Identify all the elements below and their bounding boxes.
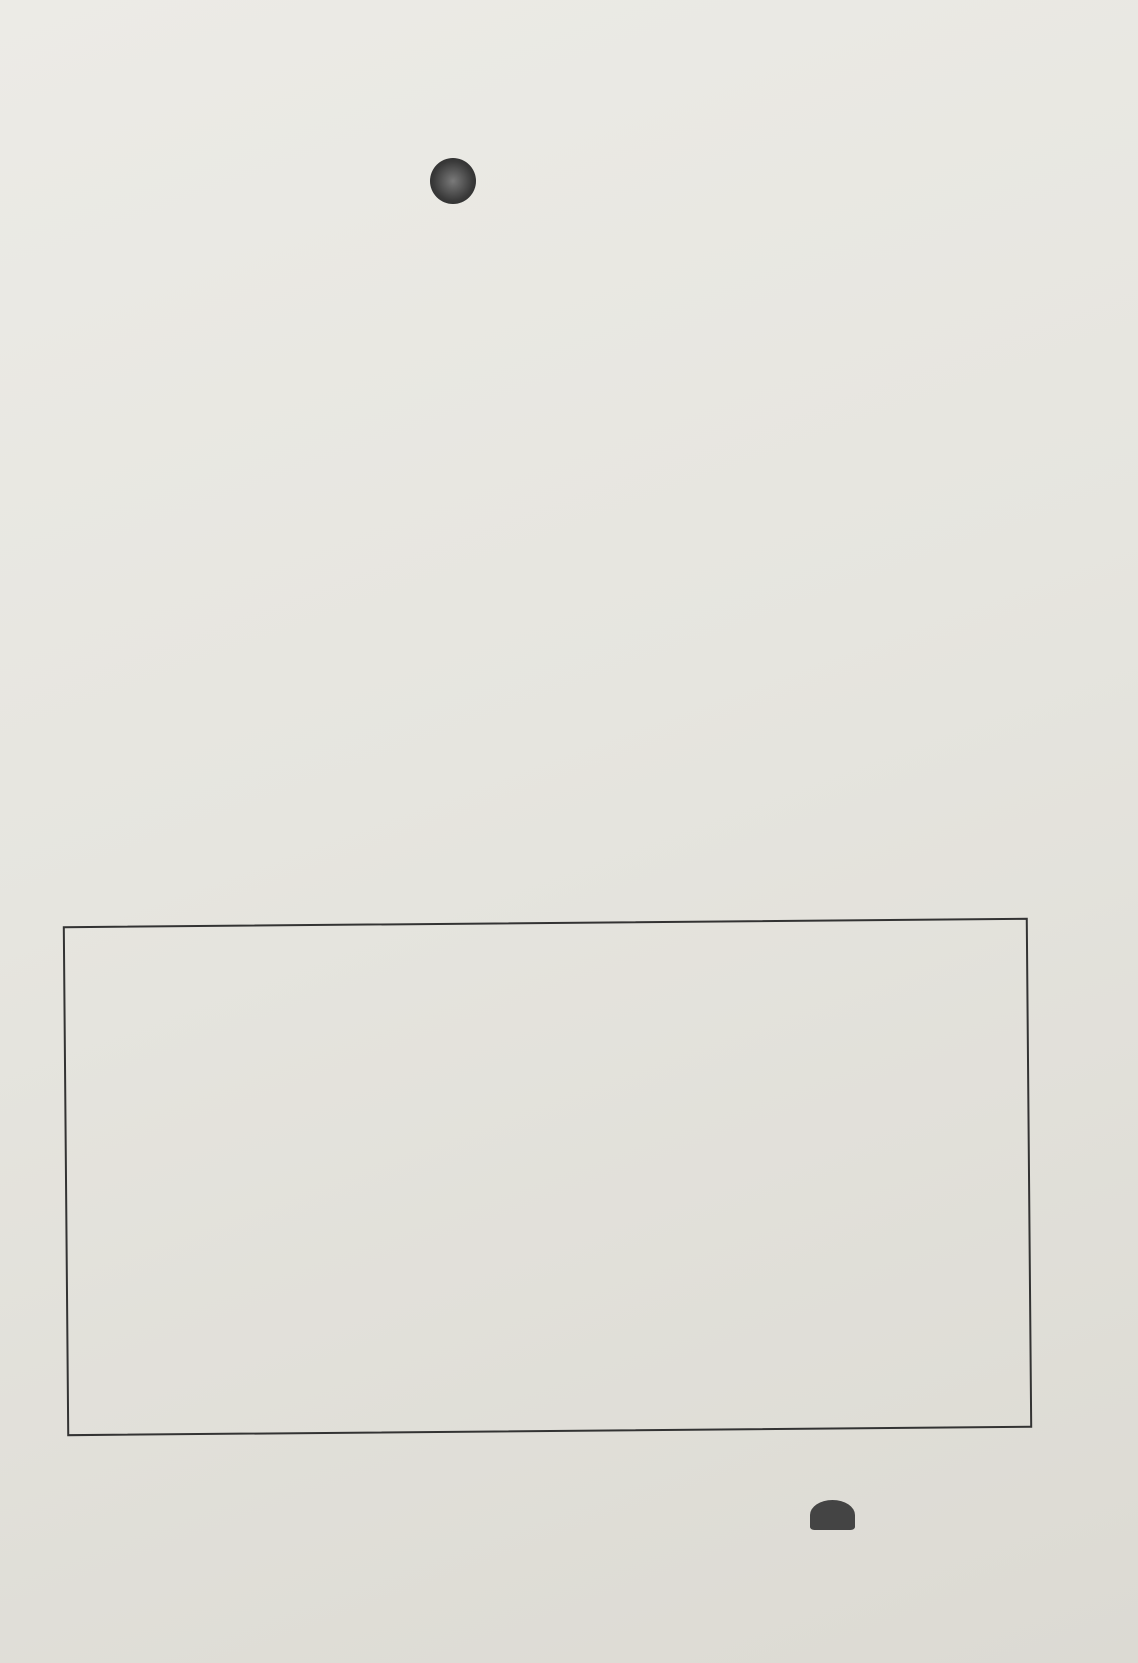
dgeti-seal-icon (430, 158, 476, 204)
seal-caption (488, 142, 618, 149)
matching-table (63, 918, 1032, 1436)
letterhead (0, 40, 1138, 170)
emblem-icon (810, 1500, 855, 1530)
